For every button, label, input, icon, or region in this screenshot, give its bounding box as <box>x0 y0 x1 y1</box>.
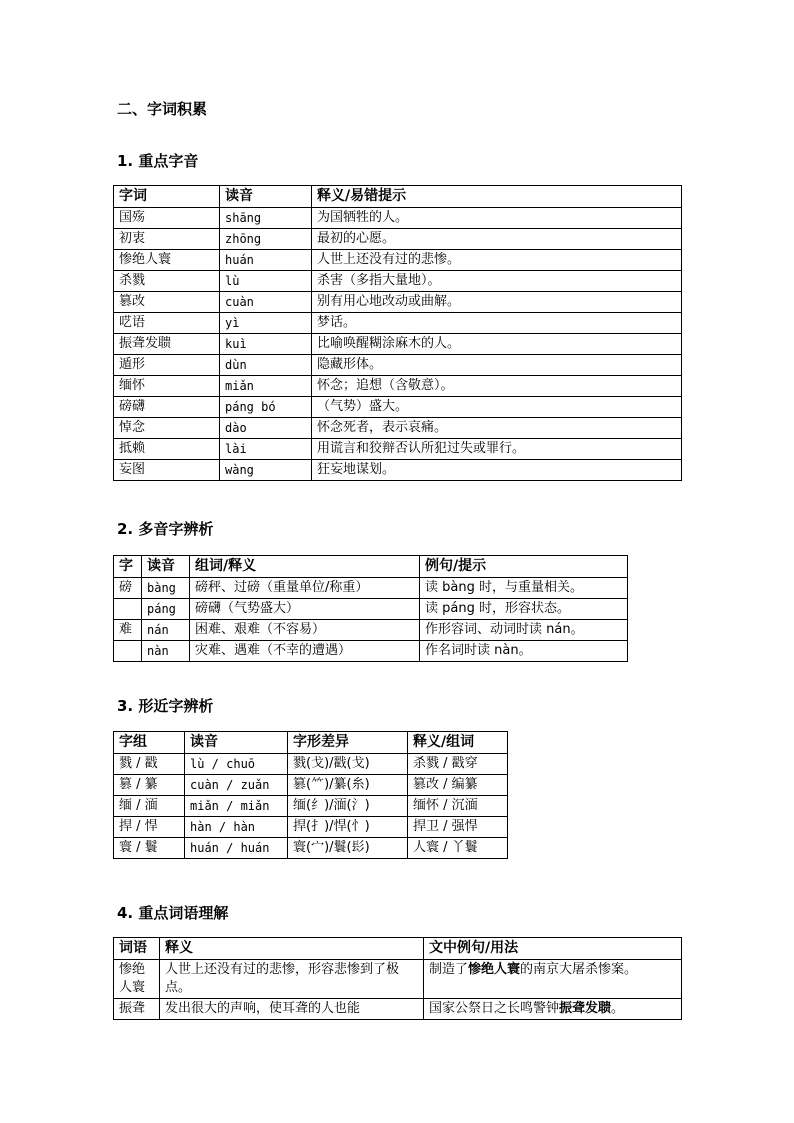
word-cell: 振聋 <box>114 999 160 1020</box>
table-row <box>114 355 682 376</box>
meaning-cell: 比喻唤醒糊涂麻木的人。 <box>312 334 682 355</box>
table-row <box>114 397 682 418</box>
compound-cell: 困难、艰难（不容易） <box>190 620 420 641</box>
table-row <box>114 775 508 796</box>
shape-diff-cell: 戮(戈)/戳(戈) <box>288 754 408 775</box>
word-cell: 振聋发聩 <box>114 334 220 355</box>
col-header-word: 字词 <box>114 186 220 208</box>
pinyin-cell: hàn / hàn <box>185 817 288 838</box>
meaning-cell: 用谎言和狡辩否认所犯过失或罪行。 <box>312 439 682 460</box>
table-row <box>114 334 682 355</box>
table-header-row <box>114 732 508 754</box>
meaning-cell: 狂妄地谋划。 <box>312 460 682 481</box>
meaning-cell: （气势）盛大。 <box>312 397 682 418</box>
meaning-cell: 怀念死者，表示哀痛。 <box>312 418 682 439</box>
word-cell: 国殇 <box>114 208 220 229</box>
s1-heading: 1. 重点字音 <box>117 152 199 170</box>
meaning-cell: 为国牺牲的人。 <box>312 208 682 229</box>
col-header-pinyin: 读音 <box>220 186 312 208</box>
compound-cell: 磅礴（气势盛大） <box>190 599 420 620</box>
example-highlight: 振聋发聩 <box>559 1001 612 1016</box>
pinyin-cell: huán / huán <box>185 838 288 859</box>
pinyin-cell: dào <box>220 418 312 439</box>
compound-cell: 灾难、遇难（不幸的遭遇） <box>190 641 420 662</box>
table-row <box>114 796 508 817</box>
meaning-cell: 别有用心地改动或曲解。 <box>312 292 682 313</box>
char-cell <box>114 641 142 662</box>
meaning-cell: 捍卫 / 强悍 <box>408 817 508 838</box>
table-header-row <box>114 556 628 578</box>
char-group-cell: 戮 / 戳 <box>114 754 185 775</box>
example-text: 的南京大屠杀惨案。 <box>520 962 638 977</box>
char-group-cell: 篡 / 纂 <box>114 775 185 796</box>
table-header-row <box>114 186 682 208</box>
word-cell: 抵赖 <box>114 439 220 460</box>
meaning-cell: 篡改 / 编纂 <box>408 775 508 796</box>
meaning-cell: 杀害（多指大量地）。 <box>312 271 682 292</box>
example-text: 。 <box>611 1001 625 1016</box>
key-words-table <box>113 937 682 1020</box>
shape-diff-cell: 篡(⺮)/纂(糸) <box>288 775 408 796</box>
table-row <box>114 960 682 999</box>
col-header-meaning: 释义 <box>160 938 424 960</box>
word-cell: 杀戮 <box>114 271 220 292</box>
meaning-cell: 人世上还没有过的悲惨。 <box>312 250 682 271</box>
word-cell: 遁形 <box>114 355 220 376</box>
char-cell: 磅 <box>114 578 142 599</box>
word-cell: 惨绝人寰 <box>114 250 220 271</box>
s3-heading: 3. 形近字辨析 <box>117 697 214 715</box>
example-text: 国家公祭日之长鸣警钟 <box>429 1001 560 1016</box>
meaning-cell: 杀戮 / 戳穿 <box>408 754 508 775</box>
pinyin-cell: cuàn <box>220 292 312 313</box>
table-row <box>114 754 508 775</box>
table-row <box>114 250 682 271</box>
col-header-meaning: 释义/易错提示 <box>312 186 682 208</box>
pinyin-cell: lù / chuō <box>185 754 288 775</box>
meaning-cell: 缅怀 / 沉湎 <box>408 796 508 817</box>
example-cell: 读 bàng 时，与重量相关。 <box>420 578 628 599</box>
s4-heading: 4. 重点词语理解 <box>117 904 229 922</box>
col-header-compound: 组词/释义 <box>190 556 420 578</box>
example-highlight: 惨绝人寰 <box>468 962 521 977</box>
table-row <box>114 229 682 250</box>
table-row <box>114 599 628 620</box>
pinyin-cell: páng bó <box>220 397 312 418</box>
col-header-meaning: 释义/组词 <box>408 732 508 754</box>
word-cell: 篡改 <box>114 292 220 313</box>
char-group-cell: 捍 / 悍 <box>114 817 185 838</box>
col-header-group: 字组 <box>114 732 185 754</box>
pinyin-cell: cuàn / zuǎn <box>185 775 288 796</box>
char-cell <box>114 599 142 620</box>
table-row <box>114 208 682 229</box>
meaning-cell: 发出很大的声响，使耳聋的人也能 <box>160 999 424 1020</box>
pinyin-cell: shāng <box>220 208 312 229</box>
word-cell: 悼念 <box>114 418 220 439</box>
pinyin-cell: bàng <box>142 578 190 599</box>
meaning-cell: 人寰 / 丫鬟 <box>408 838 508 859</box>
col-header-word: 词语 <box>114 938 160 960</box>
table-header-row <box>114 938 682 960</box>
table-row <box>114 999 682 1020</box>
word-cell: 惨绝人寰 <box>114 960 160 999</box>
pinyin-cell: dùn <box>220 355 312 376</box>
word-cell: 妄图 <box>114 460 220 481</box>
pinyin-cell: miǎn / miǎn <box>185 796 288 817</box>
pinyin-cell: miǎn <box>220 376 312 397</box>
col-header-example: 文中例句/用法 <box>424 938 682 960</box>
char-group-cell: 缅 / 湎 <box>114 796 185 817</box>
pinyin-cell: kuì <box>220 334 312 355</box>
shape-diff-cell: 缅(纟)/湎(氵) <box>288 796 408 817</box>
pinyin-cell: lù <box>220 271 312 292</box>
key-pronunciation-table <box>113 185 682 481</box>
col-header-example: 例句/提示 <box>420 556 628 578</box>
compound-cell: 磅秤、过磅（重量单位/称重） <box>190 578 420 599</box>
col-header-pinyin: 读音 <box>185 732 288 754</box>
table-row <box>114 817 508 838</box>
table-row <box>114 271 682 292</box>
word-cell: 初衷 <box>114 229 220 250</box>
table-row <box>114 418 682 439</box>
table-row <box>114 292 682 313</box>
pinyin-cell: wàng <box>220 460 312 481</box>
example-text: 制造了 <box>429 962 469 977</box>
shape-diff-cell: 寰(宀)/鬟(髟) <box>288 838 408 859</box>
meaning-cell: 人世上还没有过的悲惨，形容悲惨到了极点。 <box>160 960 424 999</box>
pinyin-cell: nán <box>142 620 190 641</box>
pinyin-cell: yì <box>220 313 312 334</box>
example-cell <box>424 999 682 1020</box>
meaning-cell: 梦话。 <box>312 313 682 334</box>
table-row <box>114 838 508 859</box>
table-row <box>114 313 682 334</box>
col-header-shape-diff: 字形差异 <box>288 732 408 754</box>
char-cell: 难 <box>114 620 142 641</box>
word-cell: 呓语 <box>114 313 220 334</box>
table-row <box>114 641 628 662</box>
meaning-cell: 隐藏形体。 <box>312 355 682 376</box>
table-row <box>114 578 628 599</box>
example-cell: 作名词时读 nàn。 <box>420 641 628 662</box>
pinyin-cell: lài <box>220 439 312 460</box>
table-row <box>114 376 682 397</box>
similar-chars-table <box>113 731 508 859</box>
col-header-char: 字 <box>114 556 142 578</box>
col-header-pinyin: 读音 <box>142 556 190 578</box>
table-row <box>114 620 628 641</box>
pinyin-cell: nàn <box>142 641 190 662</box>
example-cell <box>424 960 682 999</box>
meaning-cell: 怀念；追想（含敬意）。 <box>312 376 682 397</box>
word-cell: 磅礴 <box>114 397 220 418</box>
table-row <box>114 460 682 481</box>
table-row <box>114 439 682 460</box>
meaning-cell: 最初的心愿。 <box>312 229 682 250</box>
s2-heading: 2. 多音字辨析 <box>117 520 214 538</box>
pinyin-cell: zhōng <box>220 229 312 250</box>
polyphone-table <box>113 555 628 662</box>
word-cell: 缅怀 <box>114 376 220 397</box>
pinyin-cell: páng <box>142 599 190 620</box>
pinyin-cell: huán <box>220 250 312 271</box>
example-cell: 作形容词、动词时读 nán。 <box>420 620 628 641</box>
example-cell: 读 páng 时，形容状态。 <box>420 599 628 620</box>
char-group-cell: 寰 / 鬟 <box>114 838 185 859</box>
shape-diff-cell: 捍(扌)/悍(忄) <box>288 817 408 838</box>
section-title: 二、字词积累 <box>117 100 208 118</box>
